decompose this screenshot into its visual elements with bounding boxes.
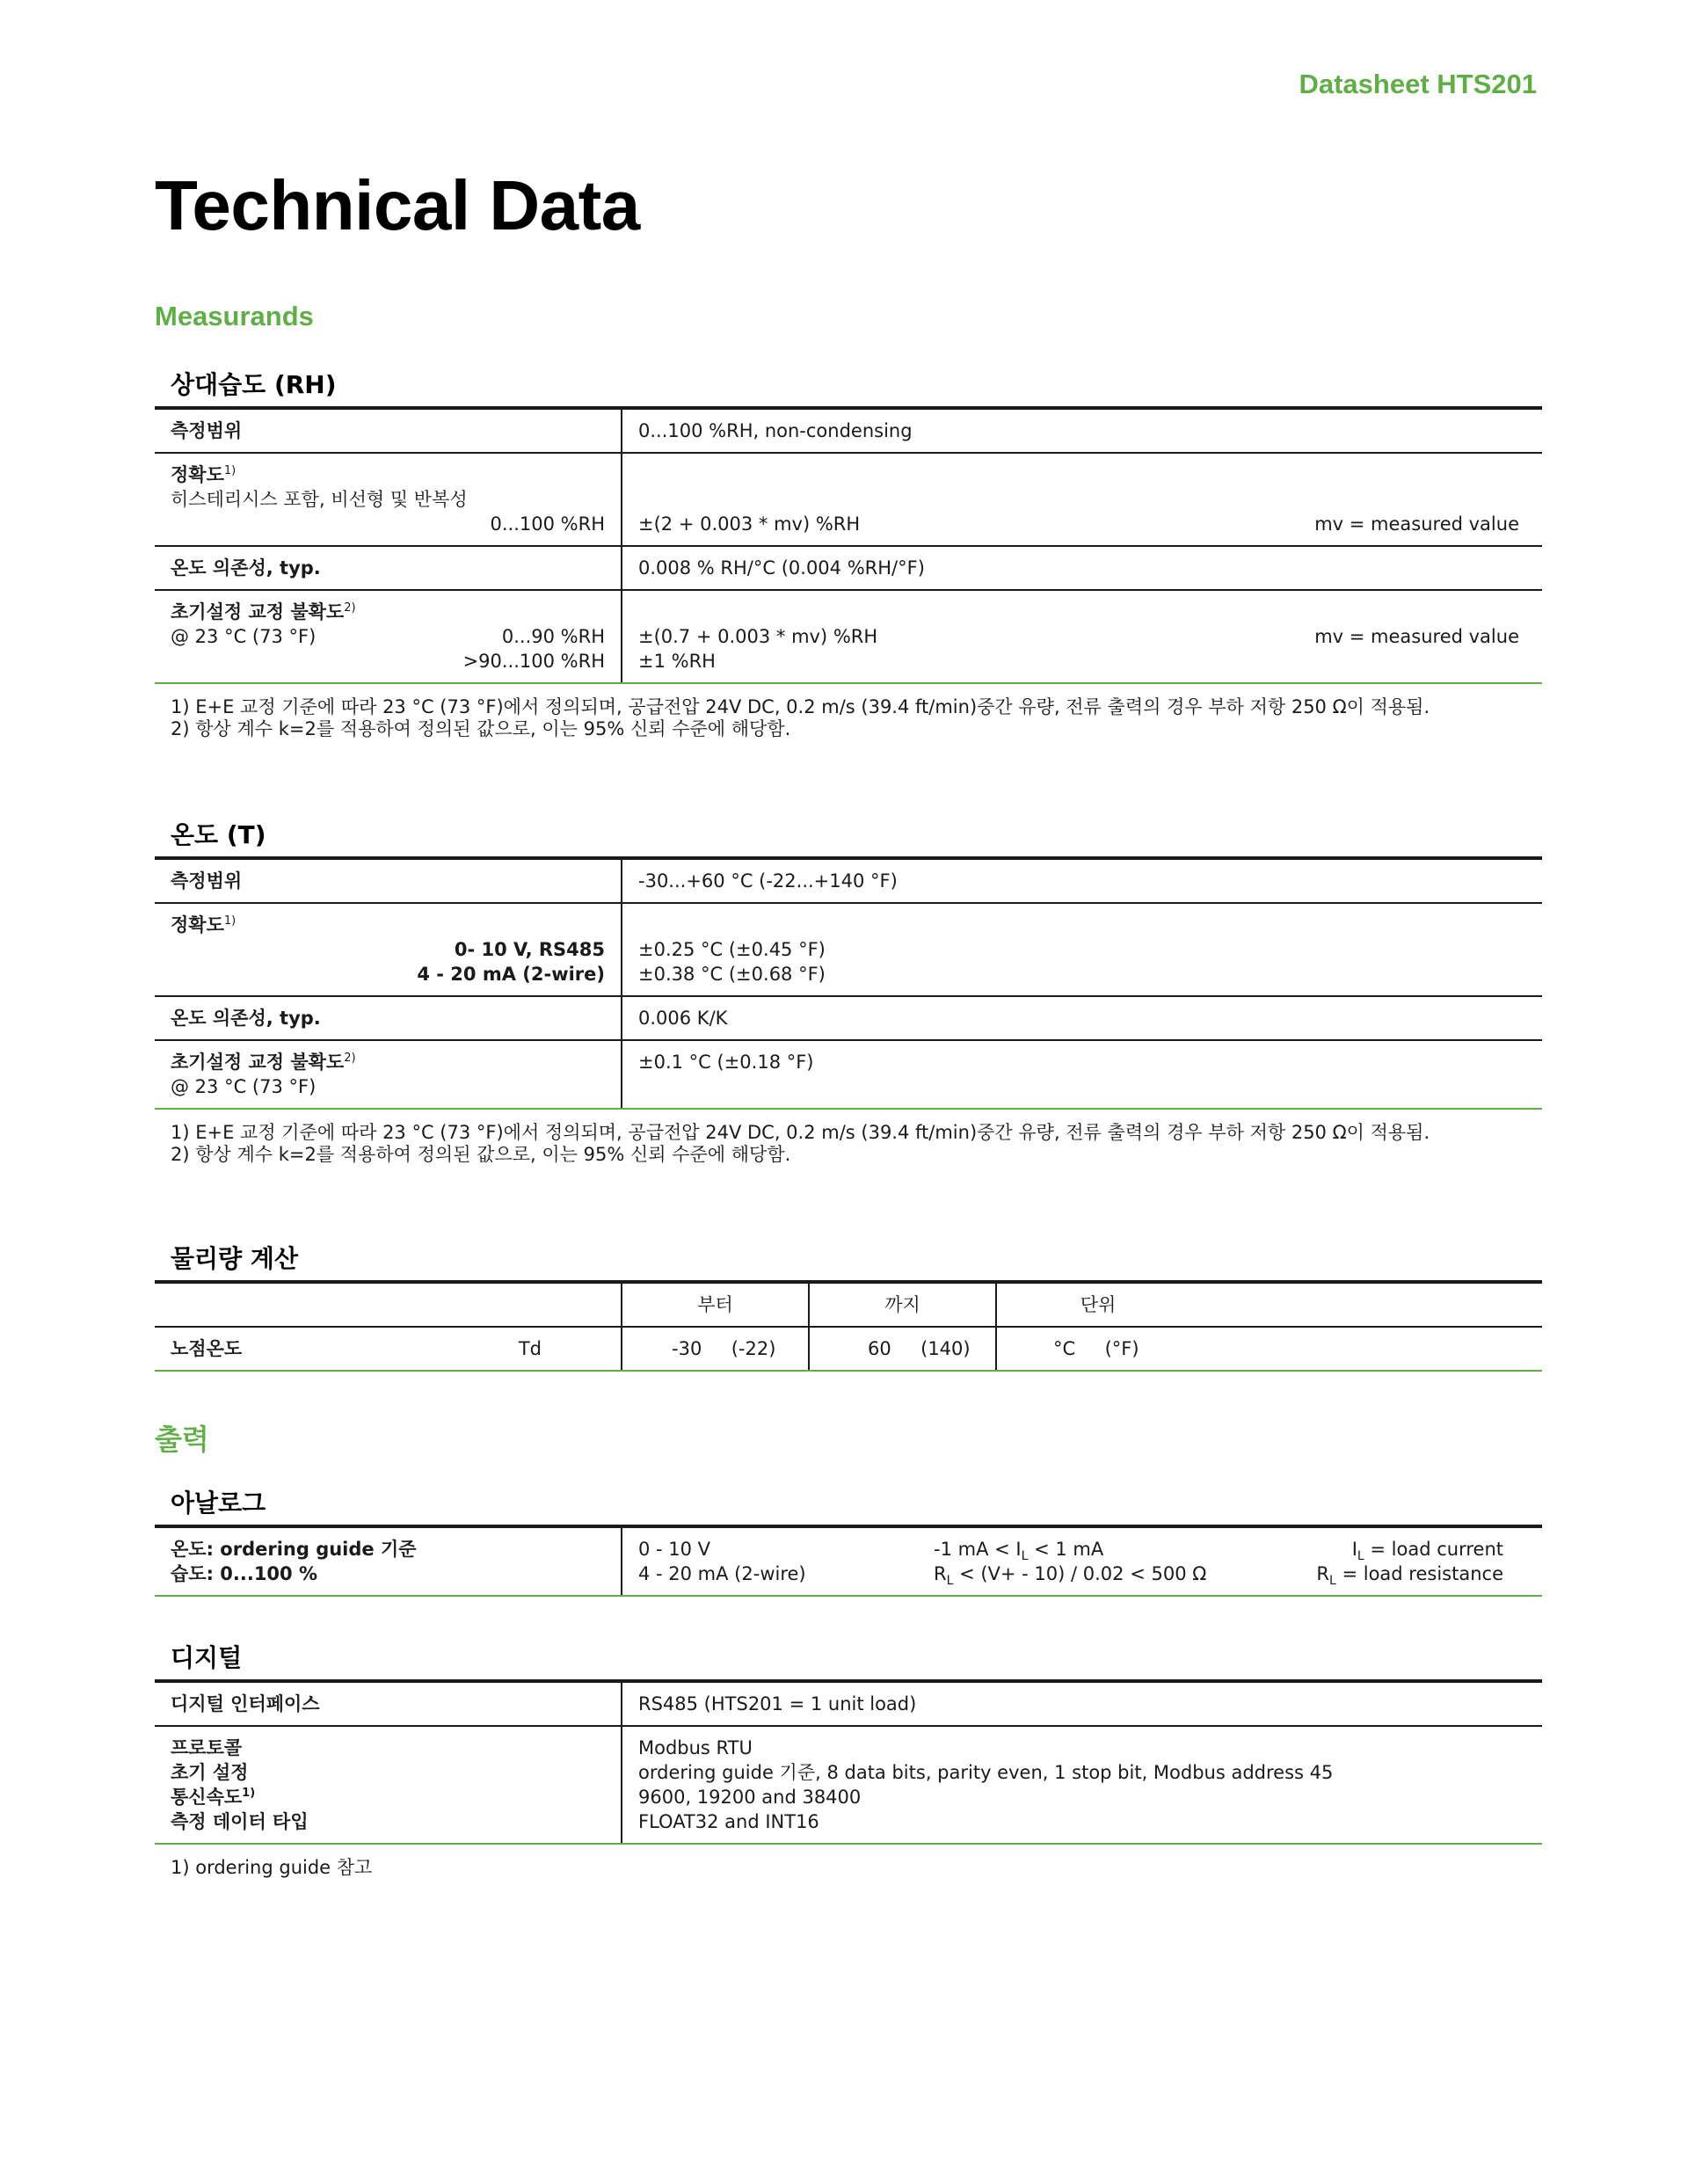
rh-accuracy-value-cell bbox=[622, 454, 1542, 545]
rh-range-label: 측정범위 bbox=[155, 410, 622, 452]
subsection-title-digital: 디지털 bbox=[171, 1643, 243, 1672]
temp-range-value: -30...+60 °C (-22...+140 °F) bbox=[638, 870, 898, 892]
physical-table bbox=[155, 1280, 1542, 1372]
temp-range-label: 측정범위 bbox=[155, 860, 622, 902]
temp-acc-out2: 4 - 20 mA (2-wire) bbox=[417, 964, 605, 985]
digital-row-protocol bbox=[155, 1727, 1542, 1845]
digital-row-interface bbox=[155, 1679, 1542, 1727]
analog-label-temp: 온도: ordering guide 기준 bbox=[171, 1539, 417, 1560]
rh-row-range bbox=[155, 406, 1542, 454]
rh-calib-sup: 2) bbox=[344, 601, 356, 615]
physical-unit-imp: (°F) bbox=[1104, 1338, 1139, 1359]
temp-calib-cell bbox=[155, 1041, 622, 1108]
physical-to-imp: (140) bbox=[920, 1338, 971, 1359]
physical-col-unit: 단위 bbox=[1080, 1294, 1117, 1315]
analog-signal-1: 0 - 10 V bbox=[638, 1539, 711, 1560]
analog-condition-2: $R_L < (V+ - 10) / 0.02 < 500$ Ω bbox=[934, 1563, 1207, 1589]
temp-tempdep-value: 0.006 K/K bbox=[638, 1008, 728, 1029]
rh-accuracy-cell bbox=[155, 454, 622, 545]
digital-iface-label: 디지털 인터페이스 bbox=[155, 1683, 622, 1725]
rh-accuracy-desc: 히스테리시스 포함, 비선형 및 반복성 bbox=[171, 489, 468, 510]
physical-row-symbol: Td bbox=[518, 1338, 542, 1359]
rh-row-accuracy bbox=[155, 454, 1542, 547]
analog-row bbox=[155, 1525, 1542, 1597]
digital-dtype-label: 측정 데이터 타입 bbox=[171, 1811, 309, 1832]
rh-table bbox=[155, 406, 1542, 740]
digital-protocol-labels bbox=[155, 1727, 622, 1843]
section-title-output: 출력 bbox=[155, 1423, 209, 1456]
temp-row-calib bbox=[155, 1041, 1542, 1110]
temp-footnote-2: 2) 항상 계수 k=2를 적용하여 정의된 값으로, 이는 95% 신뢰 수준에 해당함. bbox=[171, 1144, 791, 1165]
physical-to-si: 60 bbox=[868, 1338, 891, 1359]
rh-accuracy-note: mv = measured value bbox=[1314, 513, 1519, 535]
digital-dtype-value: FLOAT32 and INT16 bbox=[638, 1811, 819, 1832]
physical-from-imp: (-22) bbox=[731, 1338, 776, 1359]
datasheet-header: Datasheet HTS201 bbox=[1299, 69, 1537, 99]
temp-acc-out1: 0- 10 V, RS485 bbox=[454, 939, 605, 960]
temp-calib-sup: 2) bbox=[344, 1052, 356, 1065]
temp-footnotes bbox=[155, 1110, 1542, 1166]
subsection-title-rh: 상대습도 (RH) bbox=[171, 370, 337, 399]
rh-accuracy-range: 0...100 %RH bbox=[490, 513, 605, 535]
temp-accuracy-cell bbox=[155, 904, 622, 995]
digital-iface-value: RS485 (HTS201 = 1 unit load) bbox=[638, 1693, 917, 1714]
temp-calib-label: 초기설정 교정 불확도 bbox=[171, 1052, 345, 1073]
subsection-title-physical: 물리량 계산 bbox=[171, 1244, 298, 1273]
physical-col-from: 부터 bbox=[622, 1284, 810, 1326]
rh-accuracy-sup: 1) bbox=[223, 464, 236, 477]
section-title-measurands: Measurands bbox=[155, 301, 314, 331]
digital-footnotes bbox=[155, 1845, 1542, 1879]
digital-baud-sup: 1) bbox=[242, 1787, 256, 1800]
rh-calib-range1: 0...90 %RH bbox=[501, 626, 605, 647]
rh-accuracy-label: 정확도 bbox=[171, 464, 224, 485]
temp-tempdep-label: 온도 의존성, typ. bbox=[155, 997, 622, 1039]
analog-signal-2: 4 - 20 mA (2-wire) bbox=[638, 1563, 806, 1584]
digital-footnote-1: 1) ordering guide 참고 bbox=[171, 1857, 373, 1878]
physical-unit-si: °C bbox=[1053, 1338, 1076, 1359]
digital-default-value: ordering guide 기준, 8 data bits, parity even, 1 stop bit, Modbus address 45 bbox=[638, 1762, 1334, 1783]
rh-row-tempdep bbox=[155, 547, 1542, 591]
rh-row-calib bbox=[155, 591, 1542, 684]
digital-baud-value: 9600, 19200 and 38400 bbox=[638, 1787, 862, 1808]
rh-footnote-1: 1) E+E 교정 기준에 따라 23 °C (73 °F)에서 정의되며, 공급전압 24V DC, 0.2 m/s (39.4 ft/min)중간 유량, 전류 출력의 경우 부하 저항 250 Ω이 적용됨. bbox=[171, 696, 1430, 717]
temp-acc-val1: ±0.25 °C (±0.45 °F) bbox=[638, 939, 826, 960]
physical-row-dewpoint bbox=[155, 1328, 1542, 1372]
subsection-title-temp: 온도 (T) bbox=[171, 820, 266, 849]
digital-table bbox=[155, 1679, 1542, 1879]
rh-calib-at: @ 23 °C (73 °F) bbox=[171, 626, 316, 647]
rh-calib-value2: ±1 %RH bbox=[638, 651, 716, 672]
temp-row-range bbox=[155, 856, 1542, 904]
rh-calib-cell bbox=[155, 591, 622, 682]
rh-calib-note: mv = measured value bbox=[1314, 626, 1519, 647]
temp-acc-val2: ±0.38 °C (±0.68 °F) bbox=[638, 964, 826, 985]
rh-footnotes bbox=[155, 684, 1542, 740]
digital-default-label: 초기 설정 bbox=[171, 1762, 249, 1783]
rh-calib-value-cell bbox=[622, 591, 1542, 682]
temp-calib-at: @ 23 °C (73 °F) bbox=[171, 1076, 316, 1097]
analog-definition-2: $R_L$ = load resistance bbox=[1316, 1563, 1503, 1589]
rh-calib-label: 초기설정 교정 불확도 bbox=[171, 601, 345, 622]
digital-proto-label: 프로토콜 bbox=[171, 1737, 243, 1758]
temp-accuracy-value-cell bbox=[622, 904, 1542, 995]
analog-condition-1: -1 mA < $I_L < 1$ mA bbox=[934, 1539, 1104, 1564]
analog-values bbox=[622, 1528, 1542, 1595]
analog-labels bbox=[155, 1528, 622, 1595]
rh-accuracy-value: ±(2 + 0.003 * mv) %RH bbox=[638, 513, 861, 535]
digital-baud-label: 통신속도 bbox=[171, 1787, 243, 1808]
analog-table bbox=[155, 1525, 1542, 1597]
analog-definition-1: $I_L$ = load current bbox=[1351, 1539, 1503, 1564]
digital-protocol-values bbox=[622, 1727, 1542, 1843]
rh-tempdep-label: 온도 의존성, typ. bbox=[155, 547, 622, 589]
physical-from-si: -30 bbox=[672, 1338, 702, 1359]
physical-header-row bbox=[155, 1280, 1542, 1328]
physical-row-label: 노점온도 bbox=[171, 1338, 243, 1359]
rh-calib-value1: ±(0.7 + 0.003 * mv) %RH bbox=[638, 626, 878, 647]
subsection-title-analog: 아날로그 bbox=[171, 1489, 266, 1518]
temp-accuracy-label: 정확도 bbox=[171, 914, 224, 935]
rh-footnote-2: 2) 항상 계수 k=2를 적용하여 정의된 값으로, 이는 95% 신뢰 수준에 해당함. bbox=[171, 718, 791, 739]
rh-tempdep-value: 0.008 % RH/°C (0.004 %RH/°F) bbox=[638, 557, 925, 579]
page-title: Technical Data bbox=[155, 166, 640, 244]
temp-row-tempdep bbox=[155, 997, 1542, 1041]
physical-col-to: 까지 bbox=[810, 1284, 997, 1326]
temp-accuracy-sup: 1) bbox=[223, 914, 236, 928]
temp-footnote-1: 1) E+E 교정 기준에 따라 23 °C (73 °F)에서 정의되며, 공급전압 24V DC, 0.2 m/s (39.4 ft/min)중간 유량, 전류 출력의 경우 부하 저항 250 Ω이 적용됨. bbox=[171, 1122, 1430, 1143]
analog-label-humidity: 습도: 0...100 % bbox=[171, 1563, 318, 1584]
rh-range-value: 0...100 %RH, non-condensing bbox=[638, 420, 913, 441]
digital-proto-value: Modbus RTU bbox=[638, 1737, 753, 1758]
rh-calib-range2: >90...100 %RH bbox=[462, 651, 605, 672]
temp-table bbox=[155, 856, 1542, 1166]
temp-calib-value: ±0.1 °C (±0.18 °F) bbox=[638, 1052, 814, 1073]
temp-row-accuracy bbox=[155, 904, 1542, 997]
